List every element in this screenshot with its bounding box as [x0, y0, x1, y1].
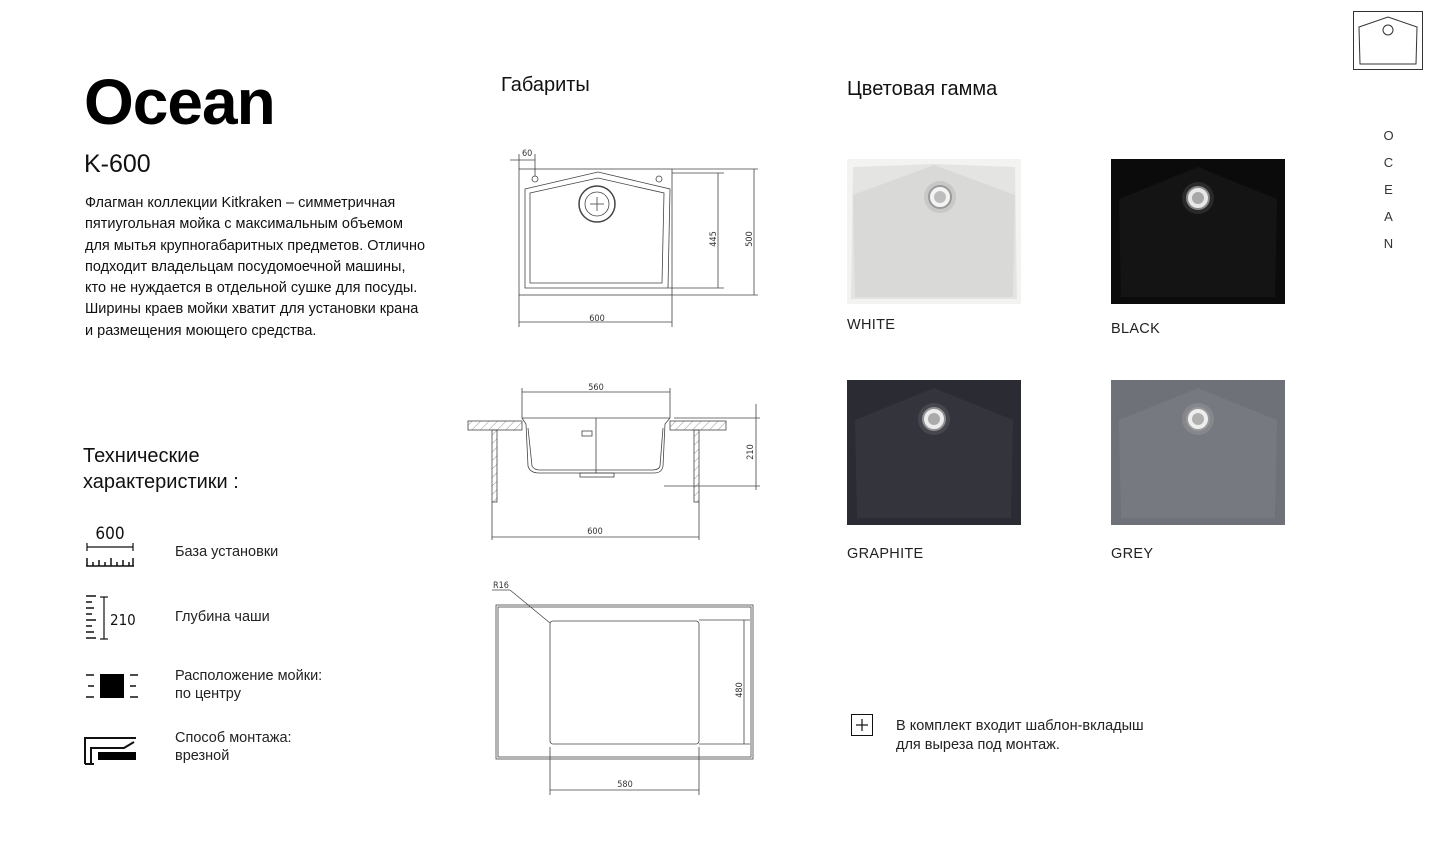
- bowl-depth-icon: [84, 593, 140, 643]
- color-name-black: BLACK: [1111, 321, 1161, 337]
- cutout-height-dim: 480: [735, 682, 745, 698]
- color-name-white: WHITE: [847, 317, 896, 333]
- product-description: Флагман коллекции Kitkraken – симметричная пятиугольная мойка с максимальным объемом для мытья крупногабаритных предметов. Отлично подходит владельцам посудомоечной машины, кто не нуждается в отдельной сушке для посуды. Ширины краев мойки хватит для установки крана и размещения моющего средства.: [85, 195, 426, 339]
- color-name-graphite: GRAPHITE: [847, 546, 924, 562]
- mounting-label: [175, 729, 292, 765]
- dimensions-heading: Габариты: [501, 74, 590, 96]
- cutout-view-drawing: [488, 575, 768, 800]
- top-view-inner-depth-dim: 445: [709, 231, 719, 247]
- top-view-edge-dim: 60: [522, 149, 533, 159]
- specs-heading: [83, 443, 239, 495]
- swatch-black[interactable]: [1111, 159, 1285, 304]
- template-note-line2: для выреза под монтаж.: [896, 737, 1060, 753]
- specs-heading-line1: Технические: [83, 445, 200, 467]
- bowl-depth-value: 210: [110, 611, 136, 629]
- install-base-value: 600: [95, 524, 125, 544]
- install-base-label: База установки: [175, 544, 279, 560]
- bowl-depth-label: Глубина чаши: [175, 609, 270, 625]
- swatch-graphite[interactable]: [847, 380, 1021, 525]
- install-base-icon: [84, 522, 136, 570]
- product-title: Ocean: [84, 66, 275, 138]
- plus-box-icon: [851, 714, 873, 736]
- swatch-grey[interactable]: [1111, 380, 1285, 525]
- swatch-white[interactable]: [847, 159, 1021, 304]
- sink-position-label-line1: Расположение мойки:: [175, 668, 323, 684]
- product-model: K-600: [84, 150, 151, 178]
- side-view-drawing: [464, 378, 764, 543]
- cutout-width-dim: 580: [617, 780, 633, 790]
- mounting-label-line1: Способ монтажа:: [175, 730, 292, 746]
- sink-outline-icon: [1353, 11, 1423, 70]
- cutout-radius-dim: R16: [493, 581, 509, 591]
- side-view-width-dim: 600: [587, 527, 603, 537]
- side-view-depth-dim: 210: [746, 444, 756, 460]
- sink-position-label: [175, 667, 322, 703]
- top-view-outer-depth-dim: 500: [745, 231, 755, 247]
- side-view-bowl-width-dim: 560: [588, 383, 604, 393]
- top-view-drawing: [500, 142, 770, 332]
- mounting-label-line2: врезной: [175, 748, 230, 764]
- vertical-brand-label: OCEAN: [1381, 128, 1396, 263]
- colors-heading: Цветовая гамма: [847, 78, 998, 100]
- template-note: [896, 717, 1186, 755]
- color-name-grey: GREY: [1111, 546, 1154, 562]
- template-note-line1: В комплект входит шаблон-вкладыш: [896, 718, 1144, 734]
- specs-heading-line2: характеристики :: [83, 471, 239, 493]
- sink-position-icon: [84, 672, 140, 702]
- mounting-icon: [84, 734, 140, 768]
- top-view-width-dim: 600: [589, 314, 605, 324]
- sink-position-label-line2: по центру: [175, 686, 241, 702]
